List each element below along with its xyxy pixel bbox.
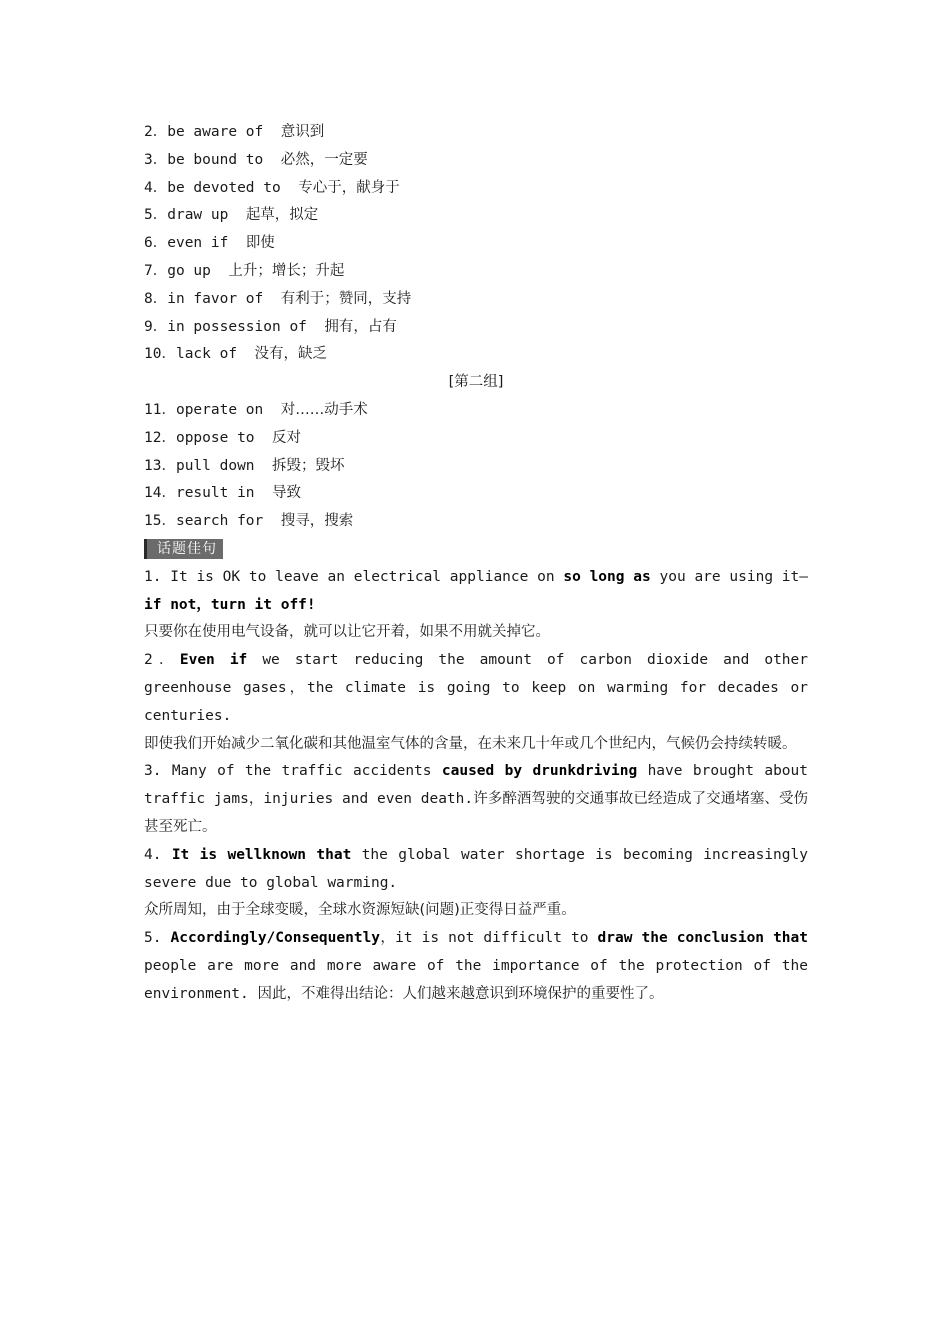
- sentence-5-bold-1: Accordingly/Consequently: [170, 930, 381, 947]
- document-page: [144, 119, 808, 1009]
- phrase-number: 5．: [144, 207, 168, 224]
- phrase-english: in favor of: [167, 290, 264, 307]
- phrase-number: 6．: [144, 235, 168, 252]
- phrase-chinese: 意识到: [280, 124, 325, 140]
- phrase-chinese: 拥有，占有: [324, 318, 397, 335]
- sentence-3-text-a: 3. Many of the traffic accidents: [144, 763, 442, 780]
- phrase-english: oppose to: [175, 429, 255, 446]
- phrase-english: go up: [167, 262, 211, 279]
- phrase-list-group-1: [144, 119, 808, 369]
- phrase-gap: [255, 430, 272, 446]
- phrase-english: be aware of: [167, 124, 264, 140]
- phrase-chinese: 对……动手术: [280, 401, 368, 418]
- phrase-english: pull down: [175, 457, 255, 474]
- phrase-chinese: 上升；增长；升起: [228, 262, 345, 279]
- phrase-gap: [237, 346, 254, 362]
- phrase-item: [144, 147, 808, 175]
- phrase-item: [144, 397, 808, 425]
- sentence-3-translation: 许多醉酒驾驶的交通事故已经造成了交通堵塞、受伤甚至死亡。: [144, 791, 809, 835]
- phrase-number: 7．: [144, 262, 168, 279]
- sentence-5-bold-2: draw the conclusion that: [597, 930, 808, 947]
- sentence-1-text-a: 1. It is OK to leave an electrical appliance on: [144, 568, 564, 585]
- phrase-english: in possession of: [167, 318, 307, 335]
- phrase-gap: [307, 319, 324, 335]
- sentence-4-translation: 众所周知，由于全球变暖，全球水资源短缺(问题)正变得日益严重。: [144, 902, 576, 919]
- phrase-english: lack of: [175, 346, 238, 363]
- phrase-chinese: 专心于，献身于: [298, 179, 400, 196]
- sentence-2: [144, 647, 808, 730]
- phrase-chinese: 没有，缺乏: [254, 346, 328, 363]
- phrase-item: [144, 119, 808, 147]
- phrase-english: draw up: [167, 207, 229, 224]
- phrase-chinese: 搜寻，搜索: [280, 513, 354, 530]
- phrase-item: [144, 425, 808, 453]
- sentence-5-text-c: ，it is not difficult to: [380, 930, 598, 947]
- sentence-5-text-a: 5.: [144, 930, 171, 947]
- phrase-number: 3．: [144, 151, 168, 168]
- phrase-gap: [281, 180, 298, 196]
- phrase-gap: [263, 152, 280, 168]
- phrase-english: be devoted to: [167, 179, 281, 196]
- phrase-english: operate on: [175, 401, 264, 418]
- sentence-1: [144, 564, 808, 620]
- phrase-number: 9．: [144, 318, 168, 335]
- sentence-3: [144, 758, 808, 841]
- sentence-2-text-c: we start reducing the amount of carbon dioxide and other greenhouse gases，the climate is going to keep on warming for decades or centuries.: [144, 652, 808, 724]
- phrase-chinese: 导致: [272, 485, 302, 502]
- phrase-number: 4．: [144, 179, 168, 196]
- phrase-item: [144, 286, 808, 314]
- phrase-number: 8．: [144, 290, 168, 307]
- sentence-3-bold-1: caused by drunkdriving: [441, 763, 638, 780]
- phrase-gap: [263, 291, 280, 307]
- sentence-4-bold-1: It is wellknown that: [171, 846, 352, 863]
- phrase-number: 11．: [144, 401, 176, 418]
- phrase-list-group-2: [144, 397, 808, 536]
- phrase-item: [144, 341, 808, 369]
- phrase-chinese: 起草，拟定: [245, 207, 319, 224]
- phrase-gap: [228, 207, 245, 223]
- sentence-1-translation: 只要你在使用电气设备，就可以让它开着，如果不用就关掉它。: [144, 624, 550, 641]
- phrase-item: [144, 258, 808, 286]
- phrase-chinese: 必然，一定要: [280, 151, 368, 168]
- phrase-gap: [228, 235, 245, 251]
- sentence-1-bold-2: if not，turn it off!: [144, 596, 316, 613]
- phrase-english: result in: [175, 485, 255, 502]
- phrase-item: [144, 175, 808, 203]
- phrase-number: 12．: [144, 429, 176, 446]
- sentence-2-text-a: 2．: [144, 652, 180, 669]
- phrase-gap: [263, 124, 280, 140]
- sentence-5-translation: 因此，不难得出结论：人们越来越意识到环境保护的重要性了。: [257, 985, 664, 1002]
- sentence-2-translation: 即使我们开始减少二氧化碳和其他温室气体的含量，在未来几十年或几个世纪内，气候仍会持续转暖。: [144, 735, 797, 752]
- phrase-english: be bound to: [167, 151, 264, 168]
- phrase-chinese: 拆毁；毁坏: [272, 457, 345, 474]
- phrase-english: search for: [175, 513, 264, 530]
- sentence-4: [144, 842, 808, 898]
- sentence-2-bold-1: Even if: [179, 652, 248, 669]
- phrase-item: [144, 508, 808, 536]
- phrase-gap: [255, 458, 272, 474]
- phrase-item: [144, 230, 808, 258]
- sentence-1-text-c: you are using it—: [650, 568, 808, 585]
- group-2-header: [第二组]: [448, 374, 504, 391]
- sentence-4-text-c: the global water shortage is becoming increasingly severe due to global warming.: [144, 846, 808, 891]
- phrase-number: 15．: [144, 513, 176, 530]
- phrase-item: [144, 314, 808, 342]
- phrase-gap: [255, 485, 272, 501]
- sentence-3-text-c: have brought about traffic jams，injuries and even death.: [144, 763, 808, 808]
- phrase-item: [144, 202, 808, 230]
- sentence-5: [144, 925, 808, 1008]
- phrase-chinese: 即使: [245, 235, 275, 252]
- phrase-gap: [211, 263, 228, 279]
- phrase-item: [144, 480, 808, 508]
- sentence-4-text-a: 4.: [144, 846, 172, 863]
- sentence-5-text-d: people are more and more aware of the importance of the protection of the environment.: [144, 957, 808, 1002]
- phrase-gap: [263, 513, 280, 529]
- sentence-1-bold-1: so long as: [563, 568, 651, 585]
- phrase-chinese: 有利于；赞同，支持: [280, 290, 412, 307]
- phrase-english: even if: [167, 235, 229, 252]
- phrase-number: 2．: [144, 124, 168, 140]
- phrase-gap: [263, 402, 280, 418]
- phrase-number: 13．: [144, 457, 176, 474]
- phrase-chinese: 反对: [272, 429, 302, 446]
- section-tag-wrapper: [144, 536, 808, 564]
- phrase-item: [144, 453, 808, 481]
- phrase-number: 14．: [144, 485, 176, 502]
- phrase-number: 10．: [144, 346, 176, 363]
- section-tag-topic-sentences: 话题佳句: [144, 539, 223, 559]
